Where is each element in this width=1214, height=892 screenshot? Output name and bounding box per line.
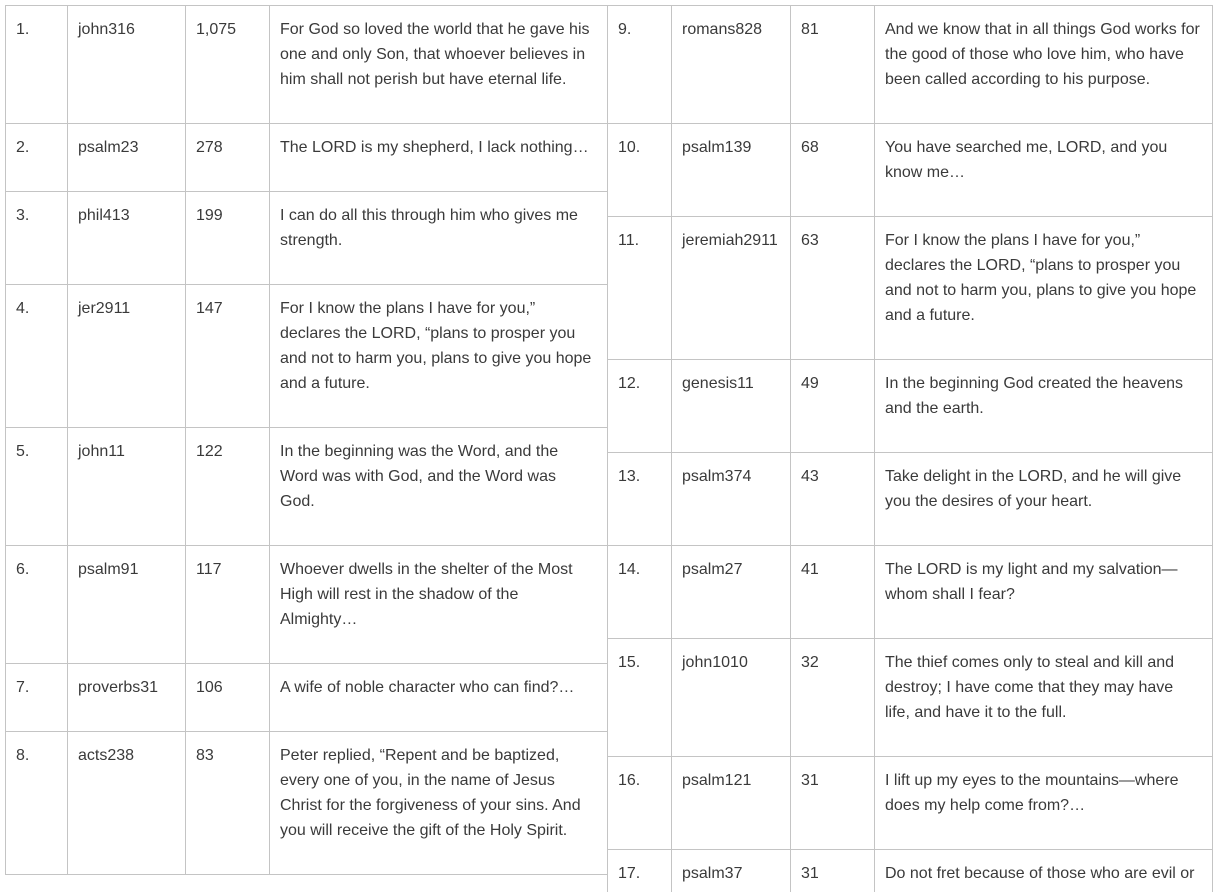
verse-text-cell: I lift up my eyes to the mountains—where does my help come from?… (875, 757, 1213, 850)
verse-text-cell: In the beginning was the Word, and the Word was with God, and the Word was God. (270, 428, 608, 546)
table-row (608, 850, 1213, 892)
rank-cell: 14. (608, 546, 672, 639)
slug-cell: psalm91 (68, 546, 186, 664)
slug-cell: psalm37 (672, 850, 791, 892)
count-cell: 31 (791, 757, 875, 850)
count-cell: 32 (791, 639, 875, 757)
verse-text-cell: A wife of noble character who can find?… (270, 664, 608, 732)
table-row (608, 217, 1213, 360)
count-cell: 68 (791, 124, 875, 217)
verse-text-cell: You have searched me, LORD, and you know me… (875, 124, 1213, 217)
rank-cell: 17. (608, 850, 672, 892)
slug-cell: john1010 (672, 639, 791, 757)
table-row (6, 124, 608, 192)
slug-cell: psalm374 (672, 453, 791, 546)
count-cell: 81 (791, 6, 875, 124)
slug-cell: jer2911 (68, 285, 186, 428)
count-cell: 43 (791, 453, 875, 546)
rank-cell: 16. (608, 757, 672, 850)
slug-cell: romans828 (672, 6, 791, 124)
verse-text-cell: And we know that in all things God works for the good of those who love him, who have been called according to his purpose. (875, 6, 1213, 124)
rank-cell: 3. (6, 192, 68, 285)
count-cell: 49 (791, 360, 875, 453)
table-row (608, 546, 1213, 639)
table-row (608, 360, 1213, 453)
count-cell: 106 (186, 664, 270, 732)
verse-text-cell: Do not fret because of those who are evil or (875, 850, 1213, 892)
verse-text-cell: For I know the plans I have for you,” declares the LORD, “plans to prosper you and not to harm you, plans to give you hope and a future. (270, 285, 608, 428)
slug-cell: phil413 (68, 192, 186, 285)
slug-cell: psalm121 (672, 757, 791, 850)
slug-cell: john11 (68, 428, 186, 546)
count-cell: 122 (186, 428, 270, 546)
table-row (6, 192, 608, 285)
verse-table-left (5, 5, 608, 875)
slug-cell: psalm23 (68, 124, 186, 192)
table-row (608, 453, 1213, 546)
rank-cell: 9. (608, 6, 672, 124)
table-row (608, 757, 1213, 850)
rank-cell: 2. (6, 124, 68, 192)
count-cell: 1,075 (186, 6, 270, 124)
rank-cell: 8. (6, 732, 68, 875)
slug-cell: acts238 (68, 732, 186, 875)
verse-text-cell: Peter replied, “Repent and be baptized, every one of you, in the name of Jesus Christ for the forgiveness of your sins. And you will receive the gift of the Holy Spirit. (270, 732, 608, 875)
count-cell: 41 (791, 546, 875, 639)
rank-cell: 5. (6, 428, 68, 546)
rank-cell: 4. (6, 285, 68, 428)
slug-cell: john316 (68, 6, 186, 124)
verse-text-cell: Whoever dwells in the shelter of the Most High will rest in the shadow of the Almighty… (270, 546, 608, 664)
verse-text-cell: The LORD is my shepherd, I lack nothing… (270, 124, 608, 192)
count-cell: 117 (186, 546, 270, 664)
table-row (6, 664, 608, 732)
slug-cell: jeremiah2911 (672, 217, 791, 360)
verse-text-cell: For I know the plans I have for you,” declares the LORD, “plans to prosper you and not to harm you, plans to give you hope and a future. (875, 217, 1213, 360)
rank-cell: 1. (6, 6, 68, 124)
rank-cell: 6. (6, 546, 68, 664)
slug-cell: proverbs31 (68, 664, 186, 732)
table-row (6, 546, 608, 664)
table-row (6, 6, 608, 124)
rank-cell: 13. (608, 453, 672, 546)
rank-cell: 10. (608, 124, 672, 217)
table-row (6, 428, 608, 546)
verse-text-cell: For God so loved the world that he gave his one and only Son, that whoever believes in him shall not perish but have eternal life. (270, 6, 608, 124)
table-row (608, 639, 1213, 757)
count-cell: 83 (186, 732, 270, 875)
slug-cell: psalm27 (672, 546, 791, 639)
count-cell: 278 (186, 124, 270, 192)
slug-cell: psalm139 (672, 124, 791, 217)
table-row (608, 6, 1213, 124)
count-cell: 147 (186, 285, 270, 428)
verse-text-cell: Take delight in the LORD, and he will give you the desires of your heart. (875, 453, 1213, 546)
slug-cell: genesis11 (672, 360, 791, 453)
table-row (608, 124, 1213, 217)
verse-text-cell: The thief comes only to steal and kill and destroy; I have come that they may have life, and have it to the full. (875, 639, 1213, 757)
table-row (6, 732, 608, 875)
rank-cell: 11. (608, 217, 672, 360)
verse-text-cell: I can do all this through him who gives me strength. (270, 192, 608, 285)
count-cell: 199 (186, 192, 270, 285)
verse-text-cell: In the beginning God created the heavens and the earth. (875, 360, 1213, 453)
verse-table-right (607, 5, 1213, 892)
rank-cell: 7. (6, 664, 68, 732)
verse-text-cell: The LORD is my light and my salvation—whom shall I fear? (875, 546, 1213, 639)
count-cell: 63 (791, 217, 875, 360)
rank-cell: 12. (608, 360, 672, 453)
count-cell: 31 (791, 850, 875, 892)
rank-cell: 15. (608, 639, 672, 757)
table-row (6, 285, 608, 428)
